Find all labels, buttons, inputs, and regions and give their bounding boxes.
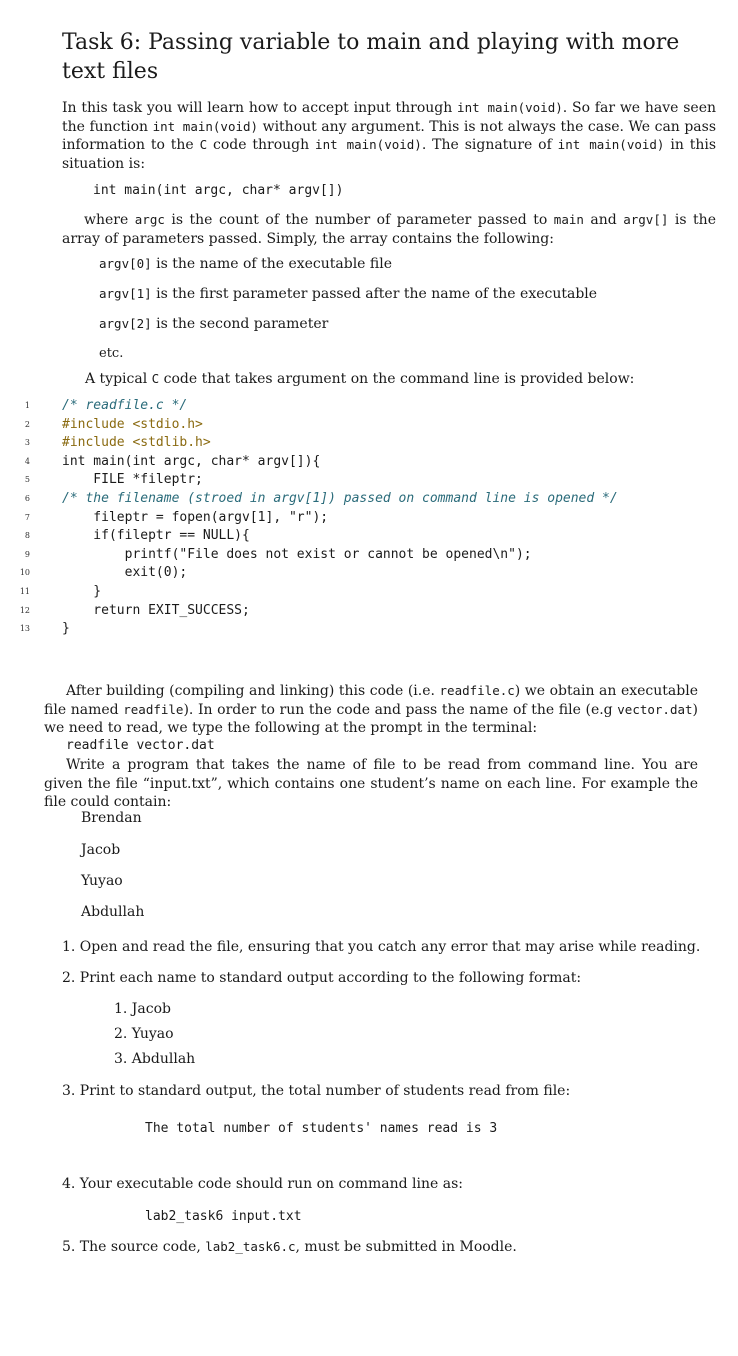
step-3: 3. Print to standard output, the total number of students read from file: xyxy=(62,1083,571,1099)
typical-paragraph: A typical C code that takes argument on the command line is provided below: xyxy=(85,371,635,387)
argv-item-0: argv[0] is the name of the executable file xyxy=(99,256,393,272)
write-paragraph: Write a program that takes the name of file to be read from command line. You are given the file “input.txt”, which contains one student’s name on each line. For example the file could contain: xyxy=(44,757,698,810)
format-item: 1. Jacob xyxy=(114,1001,171,1017)
argv-item-1: argv[1] is the first parameter passed after the name of the executable xyxy=(99,286,598,302)
step-4: 4. Your executable code should run on command line as: xyxy=(62,1176,464,1192)
step-1: 1. Open and read the file, ensuring that you catch any error that may arise while reading. xyxy=(62,939,701,955)
run-command: lab2_task6 input.txt xyxy=(145,1209,302,1224)
command-example: readfile vector.dat xyxy=(66,738,215,753)
name-item: Jacob xyxy=(81,842,121,858)
argv-item-2: argv[2] is the second parameter xyxy=(99,316,329,332)
format-item: 3. Abdullah xyxy=(114,1051,196,1067)
where-paragraph: where argc is the count of the number of parameter passed to main and argv[] is the array of parameters passed. Simply, the array contains the following: xyxy=(62,212,716,247)
task-title: Task 6: Passing variable to main and playing with more text files xyxy=(62,30,680,84)
code-listing: 1 /* readfile.c */ 2 #include <stdio.h> 3 #include <stdlib.h> 4 int main(int argc, char* argv[]){ 5 FILE *fileptr; 6 /* the filename (stroed in argv[1]) passed on command line is opened */ 7 fileptr = fopen(argv[1], "r"); 8 if(fileptr == NULL){ 9 printf("File does not exist or cannot be opened\n"); 10 exit(0); 11 } 12 return EXIT_SUCCESS; 13 } xyxy=(19,398,618,637)
intro-paragraph: In this task you will learn how to accept input through int main(void). So far we have seen the function int main(void) without any argument. This is not always the case. We can pass information to the C code through int main(void). The signature of int main(void) in this situation is: xyxy=(62,100,717,172)
after-paragraph: After building (compiling and linking) this code (i.e. readfile.c) we obtain an executable file named readfile). In order to run the code and pass the name of the file (e.g vector.dat) we need to read, we type the following at the prompt in the terminal: xyxy=(44,683,698,736)
name-item: Yuyao xyxy=(81,873,123,889)
total-output-line: The total number of students' names read is 3 xyxy=(145,1121,498,1136)
etc-text: etc. xyxy=(99,346,124,361)
format-item: 2. Yuyao xyxy=(114,1026,174,1042)
main-signature: int main(int argc, char* argv[]) xyxy=(93,183,344,198)
step-5: 5. The source code, lab2_task6.c, must be submitted in Moodle. xyxy=(62,1239,517,1255)
name-item: Abdullah xyxy=(81,904,145,920)
name-item: Brendan xyxy=(81,810,142,826)
step-2: 2. Print each name to standard output according to the following format: xyxy=(62,970,582,986)
